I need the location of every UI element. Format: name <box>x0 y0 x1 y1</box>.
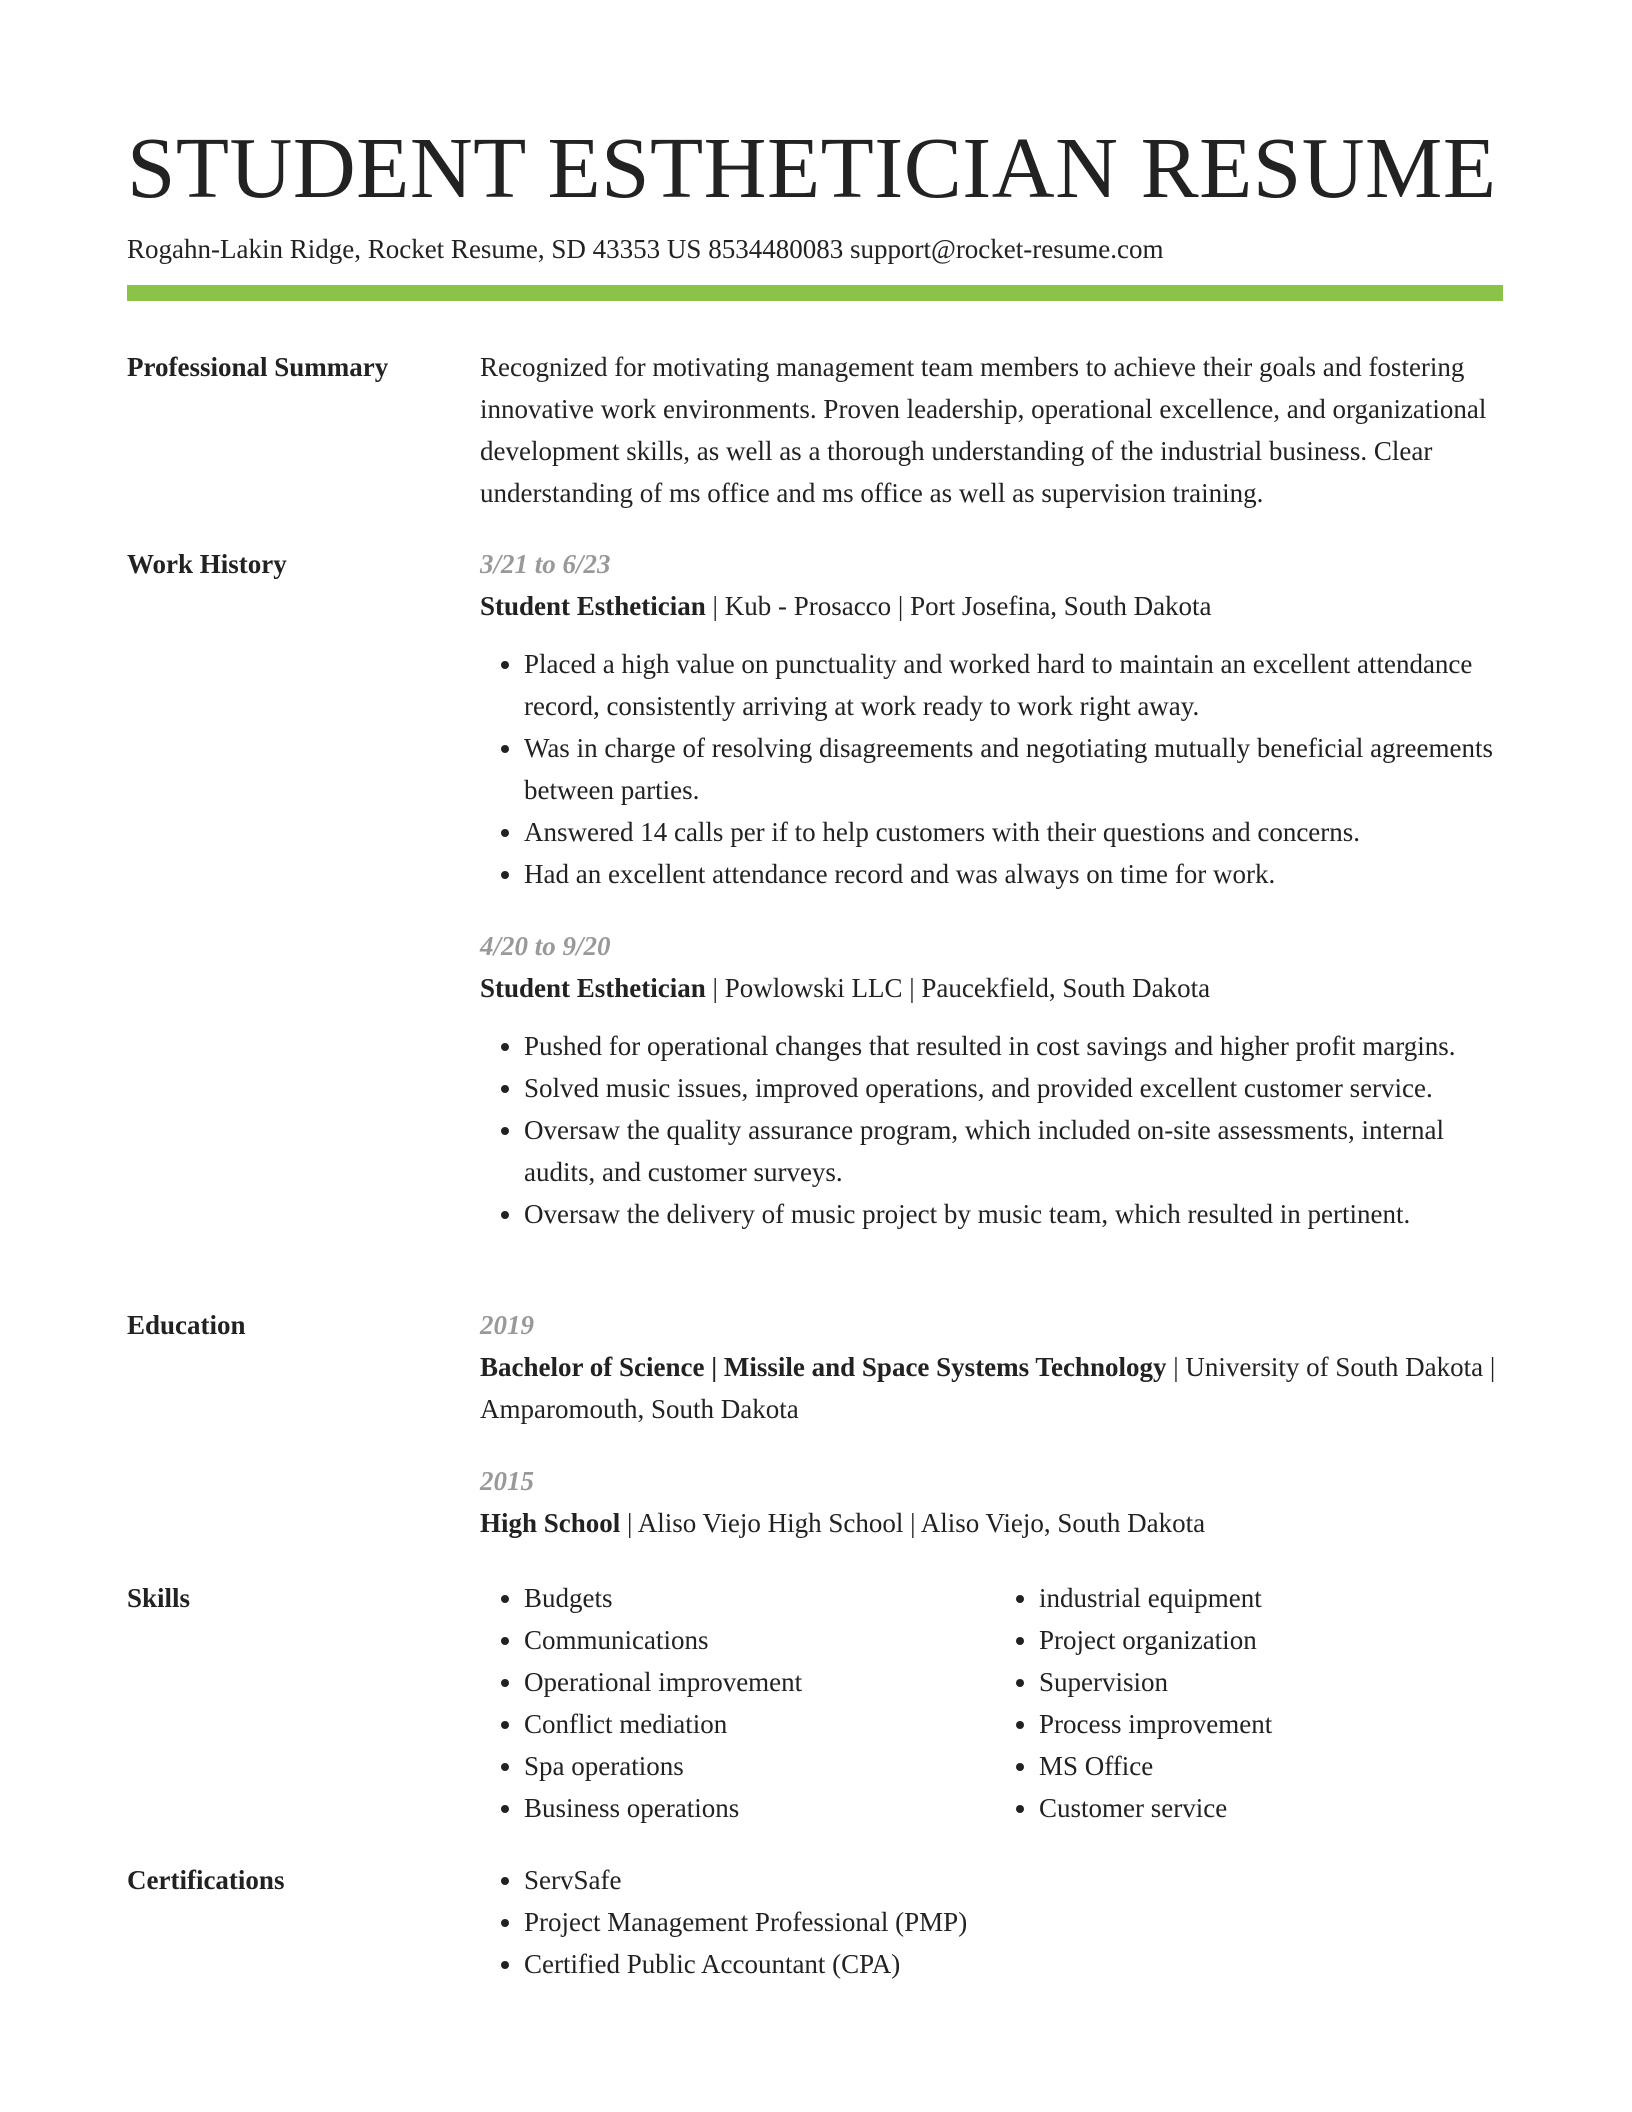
resume-title: STUDENT ESTHETICIAN RESUME <box>127 119 1497 216</box>
education-content <box>480 1304 1510 1544</box>
job-title-line <box>480 967 1510 1009</box>
skills-list-right <box>995 1577 1510 1829</box>
job-bullet: • Placed a high value on punctuality and worked hard to maintain an excellent attendance record, consistently arriving at work ready to work right away. <box>524 643 1510 727</box>
job-entry <box>480 543 1510 895</box>
skill-item: • MS Office <box>1039 1745 1510 1787</box>
job-bullet: • Oversaw the quality assurance program, which included on-site assessments, internal audits, and customer surveys. <box>524 1109 1510 1193</box>
skill-item: • industrial equipment <box>1039 1577 1510 1619</box>
skill-item: • Process improvement <box>1039 1703 1510 1745</box>
job-bullets <box>480 1025 1510 1235</box>
section-label-skills: Skills <box>127 1583 191 1613</box>
skill-item: • Spa operations <box>524 1745 995 1787</box>
section-label-education: Education <box>127 1310 246 1340</box>
skill-item: • Project organization <box>1039 1619 1510 1661</box>
certifications-list <box>480 1859 1510 1985</box>
education-year: 2019 <box>480 1310 534 1340</box>
job-dates: 3/21 to 6/23 <box>480 549 611 579</box>
section-label-work-history: Work History <box>127 549 287 579</box>
skill-item: • Supervision <box>1039 1661 1510 1703</box>
job-bullets <box>480 643 1510 895</box>
education-degree: High School <box>480 1508 621 1538</box>
skill-item: • Business operations <box>524 1787 995 1829</box>
education-entry <box>480 1304 1510 1430</box>
skill-item: • Operational improvement <box>524 1661 995 1703</box>
skill-item: • Conflict mediation <box>524 1703 995 1745</box>
skill-item: • Communications <box>524 1619 995 1661</box>
job-dates: 4/20 to 9/20 <box>480 931 611 961</box>
certification-item: • ServSafe <box>524 1859 1510 1901</box>
job-title-line <box>480 585 1510 627</box>
section-label-certifications: Certifications <box>127 1865 285 1895</box>
education-degree: Bachelor of Science | Missile and Space Systems Technology <box>480 1352 1167 1382</box>
job-details: | Powlowski LLC | Paucekfield, South Dakota <box>705 973 1211 1003</box>
job-details: | Kub - Prosacco | Port Josefina, South Dakota <box>705 591 1212 621</box>
accent-divider <box>127 285 1503 301</box>
skills-content <box>480 1577 1510 1829</box>
skill-item: • Customer service <box>1039 1787 1510 1829</box>
job-title: Student Esthetician <box>480 591 706 621</box>
skills-list-left <box>480 1577 995 1829</box>
job-title: Student Esthetician <box>480 973 706 1003</box>
job-entry <box>480 925 1510 1235</box>
education-details: | University of South Dakota | Amparomouth, South Dakota <box>480 1352 1496 1424</box>
certification-item: • Certified Public Accountant (CPA) <box>524 1943 1510 1985</box>
certification-item: • Project Management Professional (PMP) <box>524 1901 1510 1943</box>
education-line <box>480 1346 1510 1430</box>
education-line <box>480 1502 1510 1544</box>
job-bullet: • Pushed for operational changes that resulted in cost savings and higher profit margins. <box>524 1025 1510 1067</box>
section-label-summary: Professional Summary <box>127 352 389 382</box>
education-year: 2015 <box>480 1466 534 1496</box>
job-bullet: • Oversaw the delivery of music project by music team, which resulted in pertinent. <box>524 1193 1510 1235</box>
skill-item: • Budgets <box>524 1577 995 1619</box>
certifications-content <box>480 1859 1510 1985</box>
summary-text: Recognized for motivating management team members to achieve their goals and fostering innovative work environments. Proven leadership, operational excellence, and organizational development skills, as well as a thorough understanding of the industrial business. Clear understanding of ms office and ms office as well as supervision training. <box>480 352 1487 508</box>
contact-line: Rogahn-Lakin Ridge, Rocket Resume, SD 43353 US 8534480083 support@rocket-resume.com <box>127 234 1164 264</box>
education-entry <box>480 1460 1510 1544</box>
job-bullet: • Answered 14 calls per if to help customers with their questions and concerns. <box>524 811 1510 853</box>
job-bullet: • Solved music issues, improved operations, and provided excellent customer service. <box>524 1067 1510 1109</box>
education-details: | Aliso Viejo High School | Aliso Viejo, South Dakota <box>620 1508 1206 1538</box>
job-bullet: • Was in charge of resolving disagreements and negotiating mutually beneficial agreements between parties. <box>524 727 1510 811</box>
work-history-content <box>480 543 1510 1235</box>
job-bullet: • Had an excellent attendance record and was always on time for work. <box>524 853 1510 895</box>
